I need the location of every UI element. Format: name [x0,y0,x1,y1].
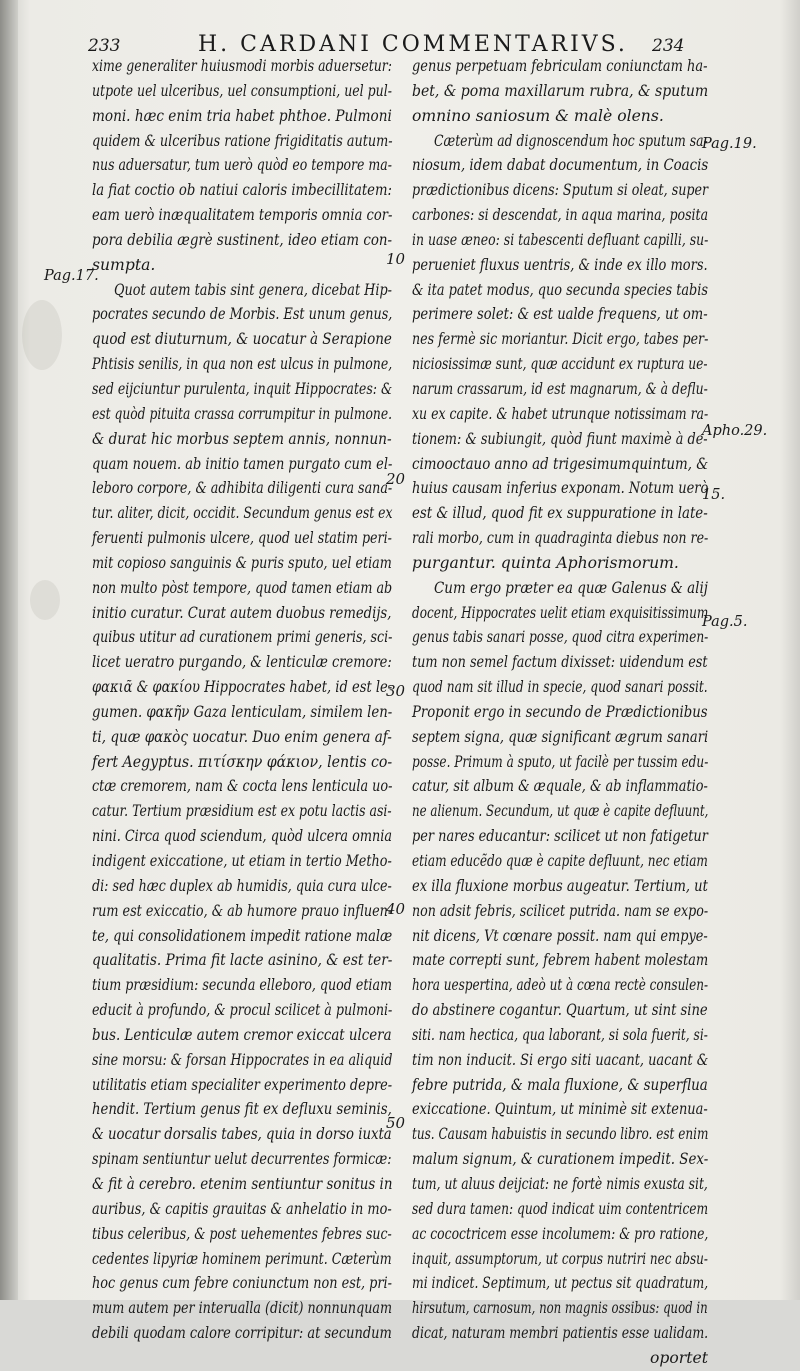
text-line: narum crassarum, id est magnarum, & à deflu- [412,379,708,398]
text-line: tum non semel factum dixisset: uidendum est [412,653,708,672]
text-line: Phtisis senilis, in qua non est ulcus in pulmone, [92,355,393,374]
text-line: moni. hæc enim tria habet phthoe. Pulmoni [92,106,392,125]
text-line: niosum, idem dabat documentum, in Coacis [412,156,709,175]
text-line: ctæ cremorem, nam & cocta lens lenticula uo- [92,777,393,796]
text-line: cimooctauo anno ad trigesimumquintum, & [412,454,709,473]
text-line: huius causam inferius exponam. Notum uerò [412,479,709,498]
text-line: mi indicet. Septimum, ut pectus sit quadratum, [412,1274,709,1293]
text-line: spinam sentiuntur uelut decurrentes formicæ: [92,1150,392,1169]
text-line: ex illa fluxione morbus augeatur. Tertium, ut [412,876,708,895]
text-line: Quot autem tabis sint genera, dicebat Hip- [114,280,392,299]
text-line: inquit, assumptorum, ut corpus nutriri nec absu- [412,1249,708,1268]
line-number-20: 20 [386,470,406,488]
text-line: di: sed hæc duplex ab humidis, quia cura ulce- [92,876,392,895]
text-line: exiccatione. Quintum, ut minimè sit extenua- [412,1100,708,1119]
text-line: utilitatis etiam specialiter experimento depre- [92,1075,393,1094]
text-line: debili quodam calore corripitur: at secundum [92,1324,392,1343]
text-line: Proponit ergo in secundo de Prædictionibus [412,702,708,721]
text-line: educit à profundo, & procul scilicet à pulmoni- [92,1001,393,1020]
text-line: pocrates secundo de Morbis. Est unum genus, [92,305,393,324]
text-line: omnino saniosum & malè olens. [412,106,664,125]
text-line: gumen. φακῆν Gaza lenticulam, similem len- [92,702,393,721]
line-number-30: 30 [386,682,406,700]
text-line: ac cococtricem esse incolumem: & pro ratione, [412,1224,709,1243]
text-line: & ita patet modus, quo secunda species tabis [412,280,708,299]
text-line: Cum ergo præter ea quæ Galenus & alij [434,578,708,597]
text-line: quibus utitur ad curationem primi generis, sci- [92,628,393,647]
text-line: te, qui consolidationem impedit ratione malæ [92,926,393,945]
text-line: genus perpetuam febriculam coniunctam ha- [412,57,708,75]
text-line: hora uespertina, adeò ut à cœna rectè consulen- [412,976,709,995]
text-line: leboro corpore, & adhibita diligenti cura sana- [92,479,393,498]
catchword: oportet [650,1348,708,1367]
text-line: tibus celeribus, & post uehementes febres suc- [92,1224,392,1243]
book-spine-shadow [0,0,18,1300]
text-line: prædictionibus dicens: Sputum si oleat, super [412,181,709,200]
text-line: bet, & poma maxillarum rubra, & sputum [412,81,709,100]
text-line: qualitatis. Prima fit lacte asinino, & est ter- [92,951,393,970]
text-line: tum, ut aluus deijciat: ne fortè nimis exusta sit, [412,1174,708,1193]
line-number-10: 10 [386,250,406,268]
text-line: hirsutum, carnosum, non magnis ossibus: quod in [412,1299,708,1318]
line-number-50: 50 [386,1114,406,1132]
running-title: H. CARDANI COMMENTARIVS. [198,32,628,57]
text-line: nit dicens, Vt cœnare possit. nam qui empye- [412,926,708,945]
text-line: non multo pòst tempore, quod tamen etiam ab [92,578,393,597]
text-line: est quòd pituita crassa corrumpitur in pulmone. [92,404,393,423]
margin-note-pag19: Pag.19. [702,136,757,152]
text-line: catur, sit album & æquale, & ab inflammatio- [412,777,708,796]
text-line: cedentes lipyriæ hominem perimunt. Cæterùm [92,1249,392,1268]
text-line: & fit à cerebro. etenim sentiuntur sonitus in [92,1174,393,1193]
text-line: feruenti pulmonis ulcere, quod uel statim peri- [92,529,392,548]
text-line: mate correpti sunt, febrem habent molestam [412,951,709,970]
text-line: quidem & ulceribus ratione frigiditatis autum- [92,131,393,150]
text-line: dicat, naturam membri patientis esse ualidam. [412,1324,709,1343]
text-line: perueniet fluxus uentris, & inde ex illo mors. [412,255,708,274]
margin-note-15: 15. [702,487,726,503]
text-line: genus tabis sanari posse, quod citra experimen- [412,628,709,647]
text-line: xime generaliter huiusmodi morbis aduersetur: [92,57,392,75]
left-page-number: 233 [88,36,121,56]
text-line: niciosissimæ sunt, quæ accidunt ex ruptura ue- [412,355,708,374]
text-line: eam uerò inæqualitatem temporis omnia cor- [92,206,393,225]
text-line: catur. Tertium præsidium est ex potu lactis asi- [92,802,392,821]
text-line: etiam educẽdo quæ è capite defluunt, nec etiam [412,852,708,870]
text-line: quod est diuturnum, & uocatur à Serapione [92,330,392,349]
left-text-column [92,54,392,1346]
text-line: est & illud, quod fit ex suppuratione in late- [412,504,708,523]
text-line: nini. Circa quod sciendum, quòd ulcera omnia [92,827,393,846]
text-line: fert Aegyptus. πιτίσκην φάκιον, lentis co- [92,752,393,771]
text-line: sumpta. [92,255,156,274]
text-line: nes fermè sic moriantur. Dicit ergo, tabes per- [412,330,709,349]
text-line: nus aduersatur, tum uerò quòd eo tempore ma- [92,156,392,175]
text-line: licet ueratro purgando, & lenticulæ cremore: [92,653,392,672]
text-line: sine morsu: & forsan Hippocrates in ea aliquid [92,1050,393,1069]
right-page-number: 234 [652,36,685,56]
text-line: pora debilia ægrè sustinent, ideo etiam con- [92,230,393,249]
text-line: initio curatur. Curat autem duobus remedijs, [92,603,392,622]
text-line: carbones: si descendat, in aqua marina, posita [412,206,709,225]
text-line: tionem: & subiungit, quòd fiunt maximè à de- [412,429,708,448]
margin-note-pag5: Pag.5. [702,614,748,630]
paper-stain [22,300,62,370]
text-line: sed eijciuntur purulenta, inquit Hippocrates: & [92,379,393,398]
text-line: rali morbo, cum in quadraginta diebus non re- [412,529,709,548]
text-line: in uase æneo: si tabescenti defluant capilli, su- [412,230,709,249]
text-line: non adsit febris, scilicet putrida. nam se expo- [412,901,709,920]
text-line: Cæterùm ad dignoscendum hoc sputum sa- [434,131,708,150]
text-line: perimere solet: & est ualde frequens, ut om- [412,305,708,324]
text-line: tus. Causam habuistis in secundo libro. est enim [412,1125,709,1144]
text-line: mum autem per interualla (dicit) nonnunquam [92,1299,393,1318]
text-line: hoc genus cum febre coniunctum non est, pri- [92,1274,393,1293]
text-line: febre putrida, & mala fluxione, & superflua [412,1075,708,1094]
text-line: tur. aliter, dicit, occidit. Secundum genus est ex [92,504,393,523]
text-line: tium præsidium: secunda elleboro, quod etiam [92,976,392,995]
text-line: bus. Lenticulæ autem cremor exiccat ulcera [92,1025,392,1044]
text-line: mit copioso sanguinis & puris sputo, uel etiam [92,553,392,572]
text-line: utpote uel ulceribus, uel consumptioni, uel pul- [92,81,392,100]
text-line: posse. Primum à sputo, ut facilè per tussim edu- [412,752,709,771]
text-line: & uocatur dorsalis tabes, quia in dorso iuxta [92,1125,392,1144]
margin-note-pag17: Pag.17. [44,268,99,284]
margin-note-apho29: Apho.29. [702,423,768,439]
text-line: per nares educantur: scilicet ut non fatigetur [412,827,708,846]
text-line: tim non inducit. Si ergo siti uacant, uacant & [412,1050,709,1069]
right-text-column [412,54,708,1371]
text-line: rum est exiccatio, & ab humore prauo influen- [92,901,393,920]
text-line: docent, Hippocrates uelit etiam exquisitissimum [412,603,709,622]
text-line: ne alienum. Secundum, ut quæ è capite defluunt, [412,802,709,821]
text-line: xu ex capite. & habet utrunque notissimam ra- [412,404,709,423]
paper-stain [30,580,60,620]
text-line: septem signa, quæ significant ægrum sanari [412,727,709,746]
text-line: do abstinere cogantur. Quartum, ut sint sine [412,1001,708,1020]
line-number-40: 40 [386,900,406,918]
text-line: indigent exiccatione, ut etiam in tertio Metho- [92,852,392,870]
text-line: φακιᾶ & φακίου Hippocrates habet, id est le- [92,678,393,697]
text-line: la fiat coctio ob natiui caloris imbecillitatem: [92,181,392,200]
text-line: quam nouem. ab initio tamen purgato cum el- [92,454,393,473]
text-line: malum signum, & curationem impedit. Sex- [412,1150,709,1169]
text-line: hendit. Tertium genus fit ex defluxu seminis, [92,1100,392,1119]
text-line: ti, quæ φακὸς uocatur. Duo enim genera af- [92,727,392,746]
text-line: siti. nam hectica, qua laborant, si sola fuerit, si- [412,1025,708,1044]
text-line: & durat hic morbus septem annis, nonnun- [92,429,392,448]
text-line: sed dura tamen: quod indicat uim contentricem [412,1199,709,1218]
text-line: auribus, & capitis grauitas & anhelatio in mo- [92,1199,392,1218]
text-line: purgantur. quinta Aphorismorum. [412,553,679,572]
text-line: quod nam sit illud in specie, quod sanari possit. [412,678,708,697]
